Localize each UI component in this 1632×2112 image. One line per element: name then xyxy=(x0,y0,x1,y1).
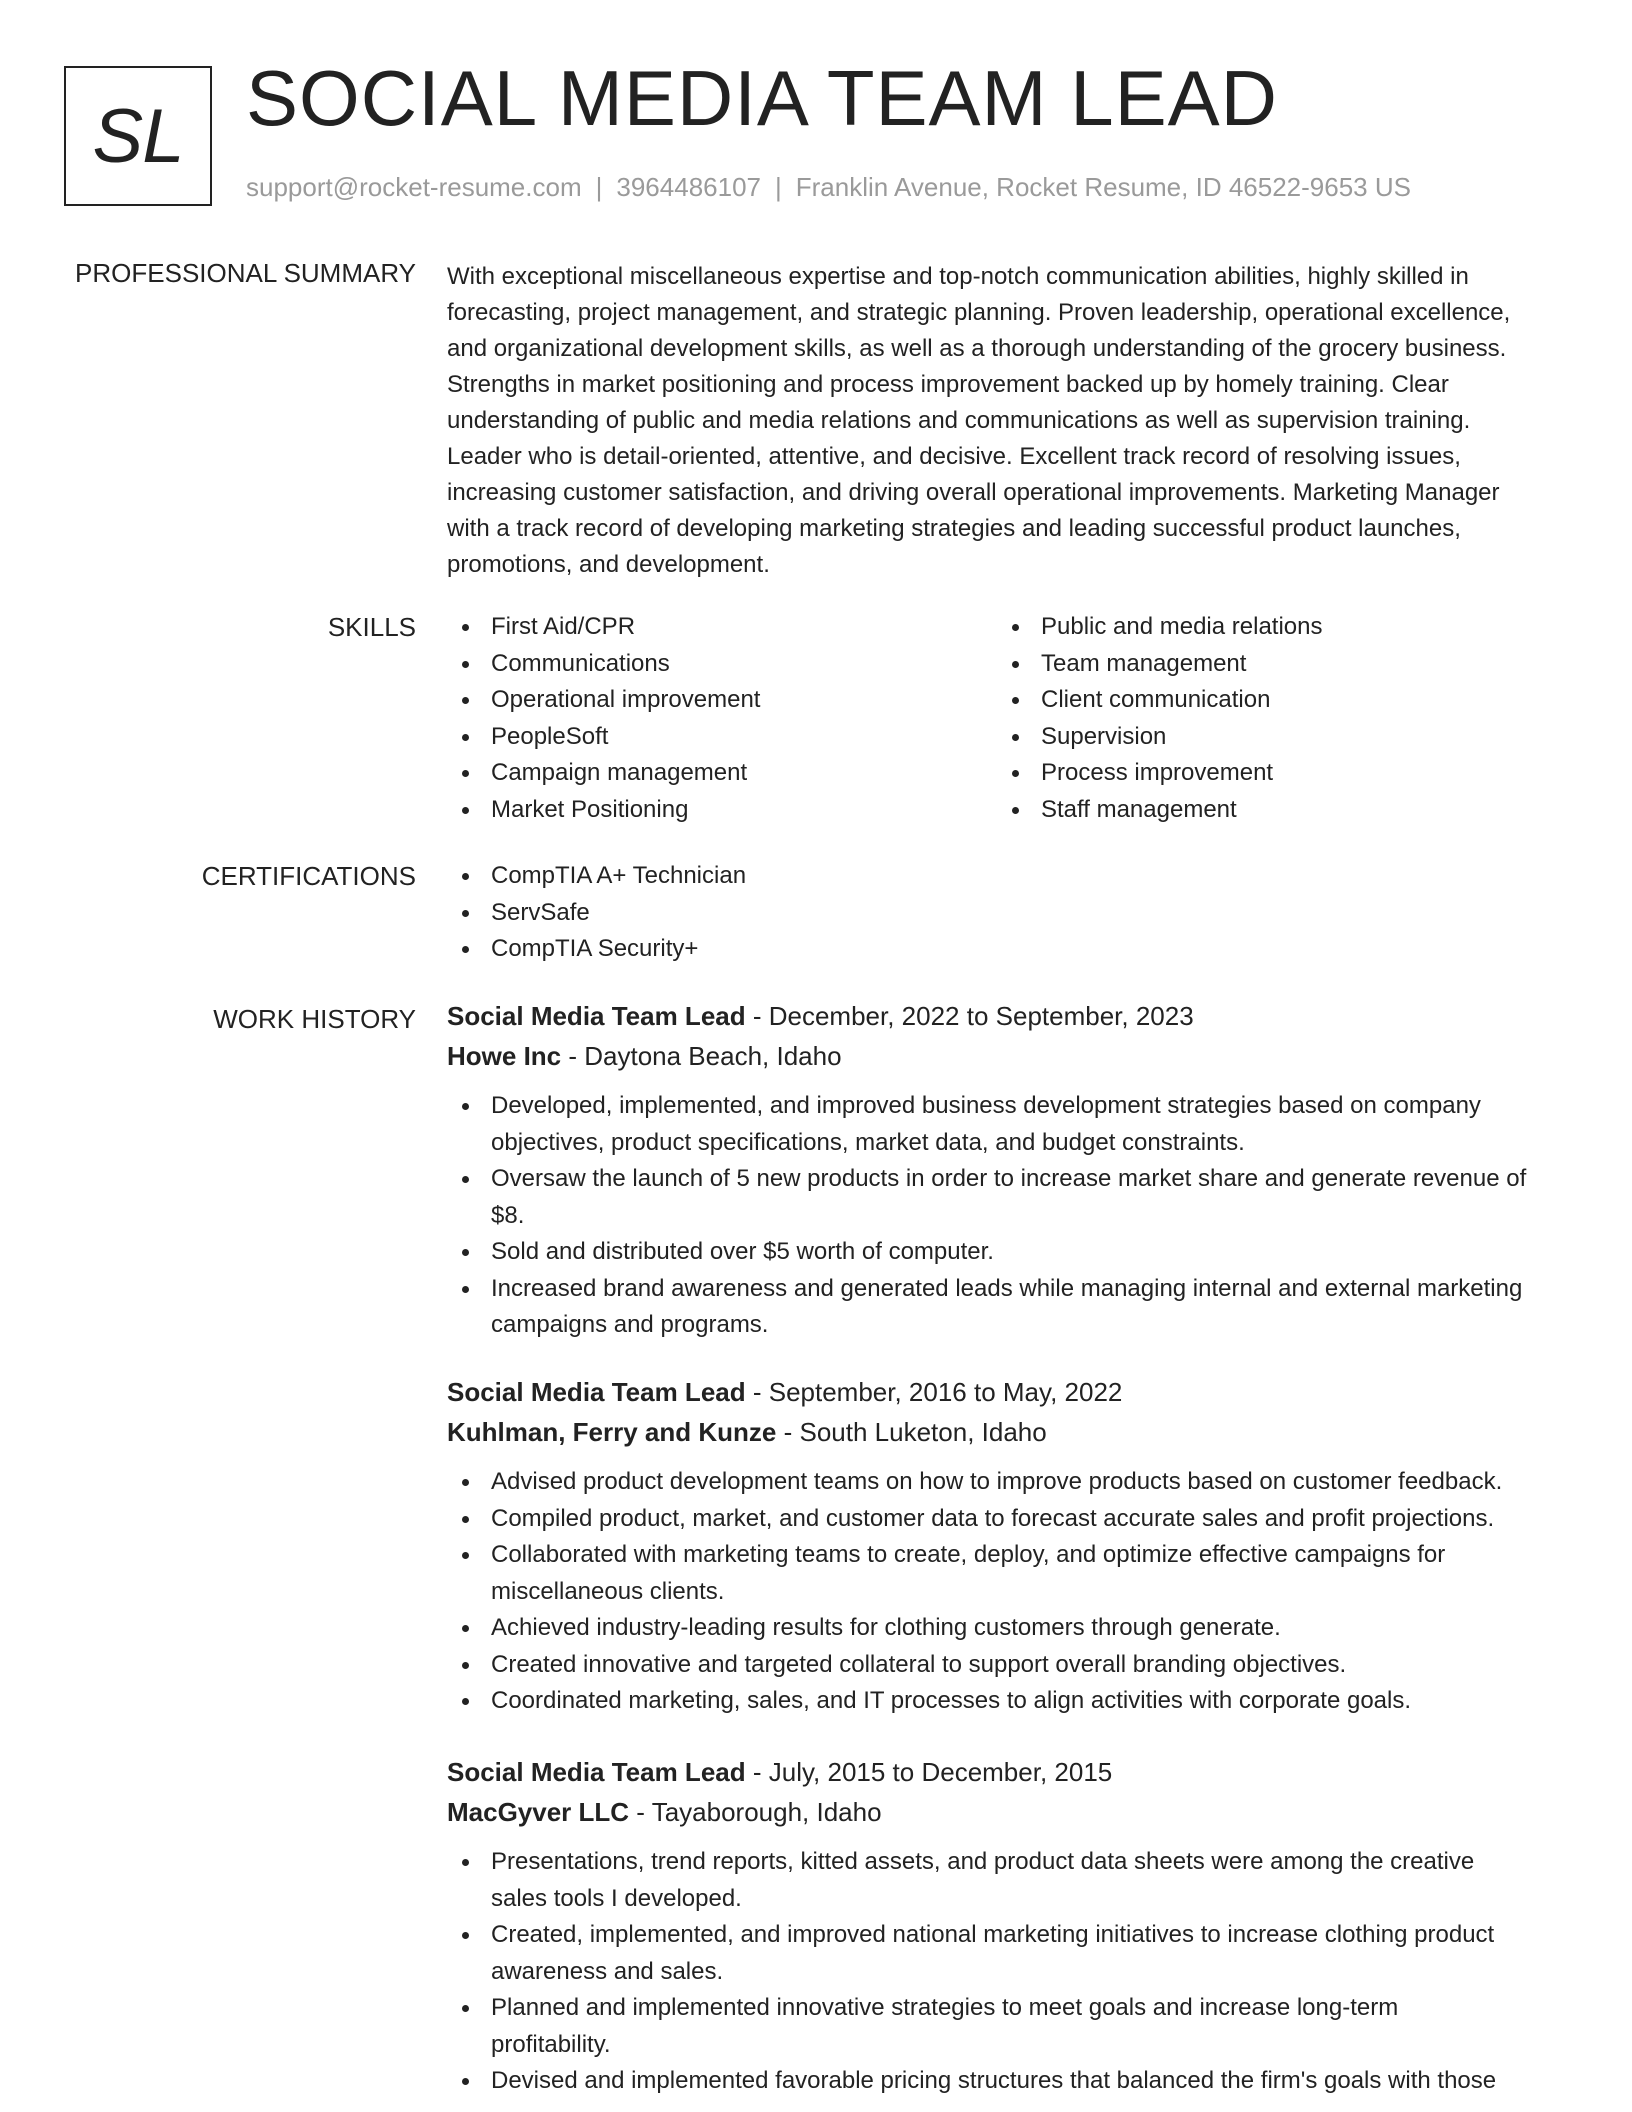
job-title-line xyxy=(447,996,1557,1036)
job-location: - South Luketon, Idaho xyxy=(776,1417,1047,1447)
job-title-line xyxy=(447,1752,1557,1792)
job-location: - Tayaborough, Idaho xyxy=(629,1797,882,1827)
summary-heading: PROFESSIONAL SUMMARY xyxy=(75,258,416,288)
summary-line: understanding of public and media relations and communications as well as supervision training. xyxy=(447,407,1471,434)
skill-item: Campaign management xyxy=(447,755,997,792)
skills-list-left xyxy=(447,609,997,828)
skill-item: Client communication xyxy=(997,682,1547,719)
contact-address: Franklin Avenue, Rocket Resume, ID 46522-9653 US xyxy=(795,172,1411,202)
job-bullet xyxy=(447,1234,1557,1271)
skill-item: First Aid/CPR xyxy=(447,609,997,646)
job-bullet xyxy=(447,1501,1557,1538)
job-location: - Daytona Beach, Idaho xyxy=(561,1041,842,1071)
job-bullets xyxy=(447,1844,1557,2100)
skill-item: Public and media relations xyxy=(997,609,1547,646)
job-company-line xyxy=(447,1792,1557,1832)
skills-section xyxy=(447,609,1557,828)
job-bullet-line: Oversaw the launch of 5 new products in order to increase market share and generate revenue of xyxy=(491,1165,1527,1192)
job-company: Kuhlman, Ferry and Kunze xyxy=(447,1417,777,1447)
summary-text xyxy=(447,259,1557,583)
job-title: Social Media Team Lead xyxy=(447,1001,746,1031)
certification-item: CompTIA A+ Technician xyxy=(447,858,1557,895)
job-company: Howe Inc xyxy=(447,1041,562,1071)
job-title: Social Media Team Lead xyxy=(447,1757,746,1787)
summary-line: With exceptional miscellaneous expertise and top-notch communication abilities, highly skilled in xyxy=(447,263,1469,290)
job-bullet-line: miscellaneous clients. xyxy=(491,1577,725,1605)
contact-separator: | xyxy=(595,172,603,202)
job-title-line xyxy=(447,1372,1557,1412)
certification-item: ServSafe xyxy=(447,895,1557,932)
job-bullet-line: Presentations, trend reports, kitted assets, and product data sheets were among the creative xyxy=(491,1848,1475,1875)
job-bullet-line: Compiled product, market, and customer data to forecast accurate sales and profit projections. xyxy=(491,1504,1495,1532)
job-bullet xyxy=(447,1610,1557,1647)
skill-item: Operational improvement xyxy=(447,682,997,719)
job-bullet-line: $8. xyxy=(491,1201,525,1229)
contact-separator: | xyxy=(775,172,782,202)
job-bullet-line: Sold and distributed over $5 worth of computer. xyxy=(491,1238,994,1265)
job-entry xyxy=(447,1752,1557,2100)
job-bullet-line: Devised and implemented favorable pricing structures that balanced the firm's goals with those xyxy=(491,2067,1497,2094)
summary-line: forecasting, project management, and strategic planning. Proven leadership, operational excellence, xyxy=(447,299,1511,326)
job-bullet-line: awareness and sales. xyxy=(491,1957,724,1985)
contact-line xyxy=(246,172,1411,203)
summary-line: Strengths in market positioning and process improvement backed up by homely training. Clear xyxy=(447,371,1449,398)
monogram-logo: SL xyxy=(64,66,212,206)
summary-line: increasing customer satisfaction, and driving overall operational improvements. Marketing Manager xyxy=(447,479,1500,506)
job-bullets xyxy=(447,1464,1557,1720)
job-bullet-line: Achieved industry-leading results for clothing customers through generate. xyxy=(491,1614,1281,1641)
job-bullet-line: Created, implemented, and improved national marketing initiatives to increase clothing product xyxy=(491,1921,1495,1948)
certifications-section xyxy=(447,858,1557,968)
resume-title: SOCIAL MEDIA TEAM LEAD xyxy=(246,54,1278,142)
skills-heading: SKILLS xyxy=(327,612,416,642)
summary-section xyxy=(447,259,1557,583)
contact-email: support@rocket-resume.com xyxy=(246,172,582,202)
job-bullet xyxy=(447,1990,1557,2063)
job-dates: - December, 2022 to September, 2023 xyxy=(745,1001,1194,1031)
job-bullet xyxy=(447,1917,1557,1990)
job-bullet xyxy=(447,1537,1557,1610)
skill-item: Communications xyxy=(447,646,997,683)
job-bullet xyxy=(447,1271,1557,1344)
job-bullets xyxy=(447,1088,1557,1344)
job-bullet xyxy=(447,1683,1557,1720)
job-bullet xyxy=(447,1161,1557,1234)
summary-line: and organizational development skills, as well as a thorough understanding of the grocery business. xyxy=(447,335,1507,362)
certification-item: CompTIA Security+ xyxy=(447,931,1557,968)
job-bullet-line: sales tools I developed. xyxy=(491,1884,742,1912)
job-bullet-line: Advised product development teams on how to improve products based on customer feedback. xyxy=(491,1468,1503,1495)
certifications-list xyxy=(447,858,1557,968)
certifications-heading: CERTIFICATIONS xyxy=(201,861,416,891)
job-bullet-line: Collaborated with marketing teams to create, deploy, and optimize effective campaigns for xyxy=(491,1541,1446,1568)
job-bullet-line: profitability. xyxy=(491,2030,611,2058)
summary-line: promotions, and development. xyxy=(447,551,770,578)
job-dates: - July, 2015 to December, 2015 xyxy=(745,1757,1113,1787)
job-bullet xyxy=(447,1844,1557,1917)
skill-item: Supervision xyxy=(997,719,1547,756)
skill-item: Staff management xyxy=(997,792,1547,829)
skill-item: PeopleSoft xyxy=(447,719,997,756)
job-bullet-line: Created innovative and targeted collateral to support overall branding objectives. xyxy=(491,1650,1347,1678)
job-bullet-line: Developed, implemented, and improved business development strategies based on company xyxy=(491,1092,1481,1119)
job-bullet-line: objectives, product specifications, market data, and budget constraints. xyxy=(491,1128,1245,1156)
job-bullet-line: Increased brand awareness and generated leads while managing internal and external marketing xyxy=(491,1274,1523,1302)
job-bullet xyxy=(447,1464,1557,1501)
summary-line: Leader who is detail-oriented, attentive, and decisive. Excellent track record of resolving issues, xyxy=(447,443,1461,470)
contact-phone: 3964486107 xyxy=(616,172,761,202)
job-bullet-line: Coordinated marketing, sales, and IT processes to align activities with corporate goals. xyxy=(491,1687,1412,1714)
job-entry xyxy=(447,1372,1557,1720)
skill-item: Process improvement xyxy=(997,755,1547,792)
skill-item: Team management xyxy=(997,646,1547,683)
skills-list-right xyxy=(997,609,1547,828)
job-bullet xyxy=(447,1647,1557,1684)
job-entry xyxy=(447,996,1557,1344)
job-title: Social Media Team Lead xyxy=(447,1377,746,1407)
job-company: MacGyver LLC xyxy=(447,1797,630,1827)
job-dates: - September, 2016 to May, 2022 xyxy=(745,1377,1123,1407)
work-history-heading: WORK HISTORY xyxy=(213,1004,416,1034)
job-bullet-line: Planned and implemented innovative strategies to meet goals and increase long-term xyxy=(491,1994,1399,2021)
job-company-line xyxy=(447,1412,1557,1452)
summary-line: with a track record of developing marketing strategies and leading successful product launches, xyxy=(447,515,1461,542)
job-bullet xyxy=(447,1088,1557,1161)
job-bullet xyxy=(447,2063,1557,2100)
skill-item: Market Positioning xyxy=(447,792,997,829)
job-company-line xyxy=(447,1036,1557,1076)
job-bullet-line: campaigns and programs. xyxy=(491,1311,769,1338)
